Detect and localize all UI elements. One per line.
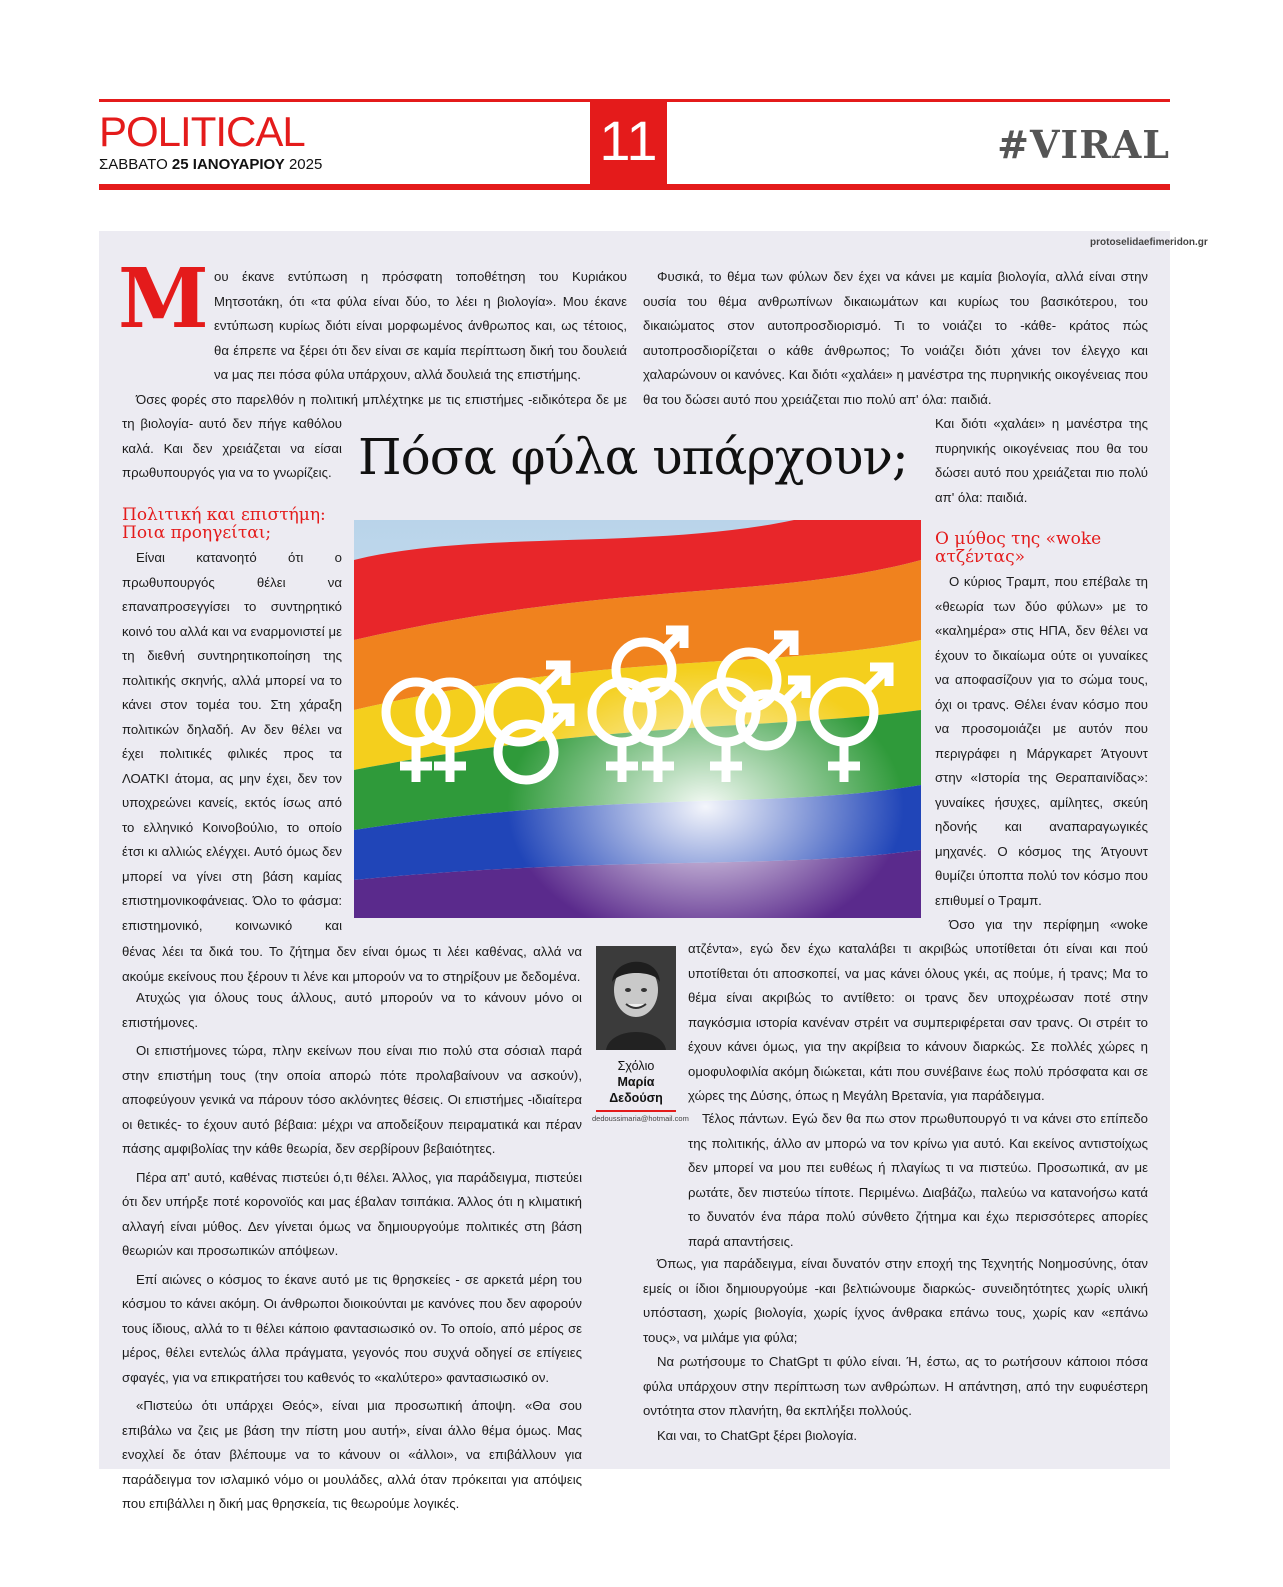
article-col3-wide-b xyxy=(688,1107,1148,1254)
issue-year: 2025 xyxy=(288,156,323,173)
paragraph-god-opinion: «Πιστεύω ότι υπάρχει Θεός», είναι μια προσωπική άποψη. «Θα σου επιβάλω να ζεις με βάση την πίστη μου αυτή», είναι άλλο θέμα όμως. Μας ενοχλεί δε όταν βλέπουμε να το κάνουν οι «άλλοι», να επιβάλλουν για παράδειγμα τον ισλαμικό νόμο οι μουλάδες, αλλά όταν πρόκειται για απόψεις που επιβάλλει η δική μας θρησκεία, τις θεωρούμε λογικές. xyxy=(122,1398,582,1511)
author-byline xyxy=(596,1058,676,1106)
article-col1-line xyxy=(122,388,627,412)
paragraph-chatgpt-biology: Και ναι, το ChatGpt ξέρει βιολογία. xyxy=(657,1427,858,1443)
author-email: dedoussimaria@hotmail.com xyxy=(592,1114,689,1123)
paragraph-nuclear-family: Και διότι «χαλάει» η μανέστρα της πυρηνικής οικογένειας που θα του δώσει αυτό που χρειάζεται πιο πολύ απ' όλα: παιδιά. xyxy=(935,416,1148,505)
intro-paragraph-1: ου έκανε εντύπωση η πρόσφατη τοποθέτηση του Κυριάκου Μητσοτάκη, ότι «τα φύλα είναι δύο, το λέει η βιολογία». Μου έκανε εντύπωση κυρίως διότι είναι μορφωμένος άνθρωπος και, ως τέτοιος, θα έπρεπε να ξέρει ότι δεν είναι σε καμία περίπτωση δική του δουλειά να μας πει πόσα φύλα υπάρχουν, αλλά δουλειά της επιστήμης. xyxy=(214,269,627,382)
paragraph-finally: Τέλος πάντων. Εγώ δεν θα πω στον πρωθυπουργό τι να κάνει στο επίπεδο της πολιτικής, άλλο αν μπορώ να τον κρίνω για αυτό. Και εκείνος αντιστοίχως δεν μπορεί να μου πει ευθέως ή πλαγίως τι να πιστεύω. Προσωπικά, αν με ρωτάτε, δεν πιστεύω τίποτε. Περιμένω. Διαβάζω, παλεύω να κατανοήσω κατά το δυνατόν ένα πάρα πολύ σύνθετο ζήτημα και έχω περισσότερες απορίες παρά απαντήσεις. xyxy=(688,1111,1148,1249)
paragraph-scientists-now: Οι επιστήμονες τώρα, πλην εκείνων που είναι πιο πολύ στα σόσιαλ παρά στην επιστήμη τους (την οποία απορώ πότε προλαβαίνουν να ασκούν), αποφεύγουν γενικά να πάρουν τόσο ακλόνητες θέσεις. Οι επιστήμες -ιδιαίτερα οι θετικές- το έχουν αυτό βέβαια: μέχρι να αποδείξουν πειραματικά και πέραν πάσης αμφιβολίας την κάθε θεωρία, δεν σερβίρουν βεβαιότητες. xyxy=(122,1043,582,1156)
author-portrait xyxy=(596,946,676,1050)
paragraph-woke-agenda-cont: ατζέντα», εγώ δεν έχω καταλάβει τι ακριβώς υποτίθεται ότι είναι και πού υποτίθεται ότι αποσκοπεί, να μας κάνει όλους γκέι, ας πούμε, ή τρανς; Μα το θέμα είναι ακριβώς το αντίθετο: οι τρανς δεν υποχρέωσαν ποτέ στην παγκόσμια ιστορία κανέναν στρέιτ να συμπεριφέρεται σαν τρανς. Οι στρέιτ το έχουν κάνει όμως, για την ακρίβεια το κάνουν διαρκώς. Σε πολλές χώρες η ομοφυλοφιλία ακόμη διώκεται, κάτι που συνέβαινε έως πολύ πρόσφατα και σε χώρες της Δύσης, όπως η Μεγάλη Βρετανία, για παράδειγμα. xyxy=(688,941,1148,1103)
article-col1-narrow-a xyxy=(122,412,342,486)
byline-rule xyxy=(596,1110,676,1112)
author-last-name: Δεδούση xyxy=(609,1091,663,1105)
paragraph-ai-era: Όπως, για παράδειγμα, είναι δυνατόν στην εποχή της Τεχνητής Νοημοσύνης, όταν εμείς οι ίδιοι δημιουργούμε -και βελτιώνουμε διαρκώς- συνειδητότητες χωρίς υλική υπόσταση, χωρίς βιολογία, χωρίς ίχνος άνθρακα επάνω τους, χωρίς καν «επάνω τους», να μιλάμε για φύλα; xyxy=(643,1256,1148,1345)
paragraph-everyone-says: θένας λέει τα δικά του. Το ζήτημα δεν είναι όμως τι λέει καθένας, αλλά να ακούμε εκείνους που ξέρουν τι λένε και μπορούν να το στηρίξουν με δεδομένα. xyxy=(122,944,582,984)
masthead-bottom-rule xyxy=(99,184,1170,190)
author-first-name: Μαρία xyxy=(617,1075,655,1089)
issue-date-bold: 25 ΙΑΝΟΥΑΡΙΟΥ xyxy=(171,156,285,173)
article-col2-top xyxy=(643,265,1148,412)
article-col3-wide-a xyxy=(688,937,1148,1107)
paragraph-beliefs: Πέρα απ' αυτό, καθένας πιστεύει ό,τι θέλει. Άλλος, για παράδειγμα, πιστεύει ότι δεν υπήρξε ποτέ κορονοϊός και μας έβαλαν τσιπάκια. Άλλος ότι η κλιματική αλλαγή είναι μύθος. Δεν γίνεται όμως να δημιουργούμε πολιτικές στη βάση θεωριών και προσωπικών απόψεων. xyxy=(122,1169,582,1258)
article-col1-narrow-b xyxy=(122,546,342,938)
article-intro xyxy=(122,265,627,388)
paragraph-1b-cont: τη βιολογία- αυτό δεν πήγε καθόλου καλά. Και δεν χρειάζεται να είσαι πρωθυπουργός για να το γνωρίζεις. xyxy=(122,416,342,480)
article-col3-wide-c xyxy=(643,1252,1148,1448)
paragraph-human-rights: Φυσικά, το θέμα των φύλων δεν έχει να κάνει με καμία βιολογία, αλλά είναι στην ουσία του θέμα ανθρωπίνων δικαιωμάτων και κυρίως του βασικότερου, του δικαιώματος στον αυτοπροσδιορισμό. Τι το νοιάζει το -κάθε- κράτος πώς αυτοπροσδιορίζεται ο κάθε άνθρωπος; Το νοιάζει διότι χάνει τον έλεγχο και χαλαρώνουν οι κανόνες. Και διότι «χαλάει» η μανέστρα της πυρηνικής οικογένειας που θα του δώσει αυτό που χρειάζεται πιο πολύ απ' όλα: παιδιά. xyxy=(643,269,1148,407)
paragraph-woke-agenda-start: Όσο για την περίφημη «woke xyxy=(949,917,1148,932)
paragraph-scientists-only: Ατυχώς για όλους τους άλλους, αυτό μπορούν να το κάνουν μόνο οι επιστήμονες. xyxy=(122,990,582,1030)
article-col3-top xyxy=(935,412,1148,512)
issue-day: ΣΑΒΒΑΤΟ xyxy=(99,156,168,173)
article-headline: Πόσα φύλα υπάρχουν; xyxy=(358,428,908,486)
paragraph-1b-start: Όσες φορές στο παρελθόν η πολιτική μπλέχτηκε με τις επιστήμες -ειδικότερα δε με xyxy=(136,392,627,407)
subhead-politics-science: Πολιτική και επιστήμη: Ποια προηγείται; xyxy=(122,505,326,543)
byline-label: Σχόλιο xyxy=(617,1059,655,1073)
issue-date xyxy=(99,156,322,173)
author-photo-illustration xyxy=(596,946,676,1050)
section-label: #VIRAL xyxy=(997,122,1170,167)
rainbow-flag-illustration xyxy=(354,520,921,918)
subhead-woke-myth: Ο μύθος της «woke ατζέντας» xyxy=(935,529,1102,567)
article-col1-wide-a xyxy=(122,940,582,988)
watermark-label: protoselidaefimeridon.gr xyxy=(1090,237,1208,248)
drop-cap: Μ xyxy=(118,251,209,347)
paragraph-pm-intent: Είναι κατανοητό ότι ο πρωθυπουργός θέλει να επαναπροσεγγίσει το συντηρητικό κοινό του αλλά και να εναρμονιστεί με τη διεθνή συντηρητικοποίηση της πολιτικής σκηνής, αλλά μπορεί να το κάνει στον τομέα του. Στη χάραξη πολιτικών δηλαδή. Αν δεν θέλει να έχει πολιτικές φιλικές προς τα ΛΟΑΤΚΙ άτομα, ας μην έχει, δεν τον υποχρεώνει κανείς, εκτός ίσως από το ελληνικό Κοινοβούλιο, το οποίο έτσι κι αλλιώς ελέγχει. Αυτό όμως δεν μπορεί να γίνει στη βάση καμίας επιστημονικοφάνειας. Όλο το φάσμα: επιστημονικό, κοινωνικό και xyxy=(122,550,342,933)
paragraph-trump: Ο κύριος Τραμπ, που επέβαλε τη «θεωρία των δύο φύλων» με το «καλημέρα» στις ΗΠΑ, δεν θέλει να έχουν το δικαίωμα ούτε οι γυναίκες να αποφασίζουν για το σώμα τους, όχι οι τρανς. Θέλει έναν κόσμο που να προσομοιάζει με αυτόν που περιγράφει η Μάργκαρετ Άτγουντ στην «Ιστορία της Θεραπαινίδας»: γυναίκες ήσυχες, αμίλητες, σκεύη ηδονής και αναπαραγωγικές μηχανές. Ο κόσμος της Άτγουντ θυμίζει ύποπτα πολύ τον κόσμο που επιθυμεί ο Τραμπ. xyxy=(935,574,1148,908)
rainbow-flag-photo xyxy=(354,520,921,918)
publication-logo: POLITICAL xyxy=(99,108,305,155)
paragraph-religions: Επί αιώνες ο κόσμος το έκανε αυτό με τις θρησκείες - σε αρκετά μέρη του κόσμου το κάνει ακόμη. Οι άνθρωποι διοικούνται με κανόνες που δεν αφορούν τους ίδιους, αλλά το τι θέλει κάποιο φαντασιωσικό ον. Το οποίο, από μέρος σε μέρος, θέλει εντελώς άλλα πράγματα, γεγονός που συχνά οδηγεί σε επίγειες σφαγές, για να επικρατήσει του καθενός το «καλύτερο» φαντασιωσικό ον. xyxy=(122,1271,582,1385)
page-number: 11 xyxy=(599,109,658,172)
article-col3-narrow xyxy=(935,570,1148,938)
paragraph-ask-chatgpt: Να ρωτήσουμε το ChatGpt τι φύλο είναι. Ή, έστω, ας το ρωτήσουν κάποιοι πόσα φύλα υπάρχουν στην περίπτωση των ανθρώπων. Η απάντηση, από την ευφυέστερη οντότητα στον πλανήτη, θα εκπλήξει πολλούς. xyxy=(643,1354,1148,1418)
article-col1-wide-b xyxy=(122,986,582,1517)
